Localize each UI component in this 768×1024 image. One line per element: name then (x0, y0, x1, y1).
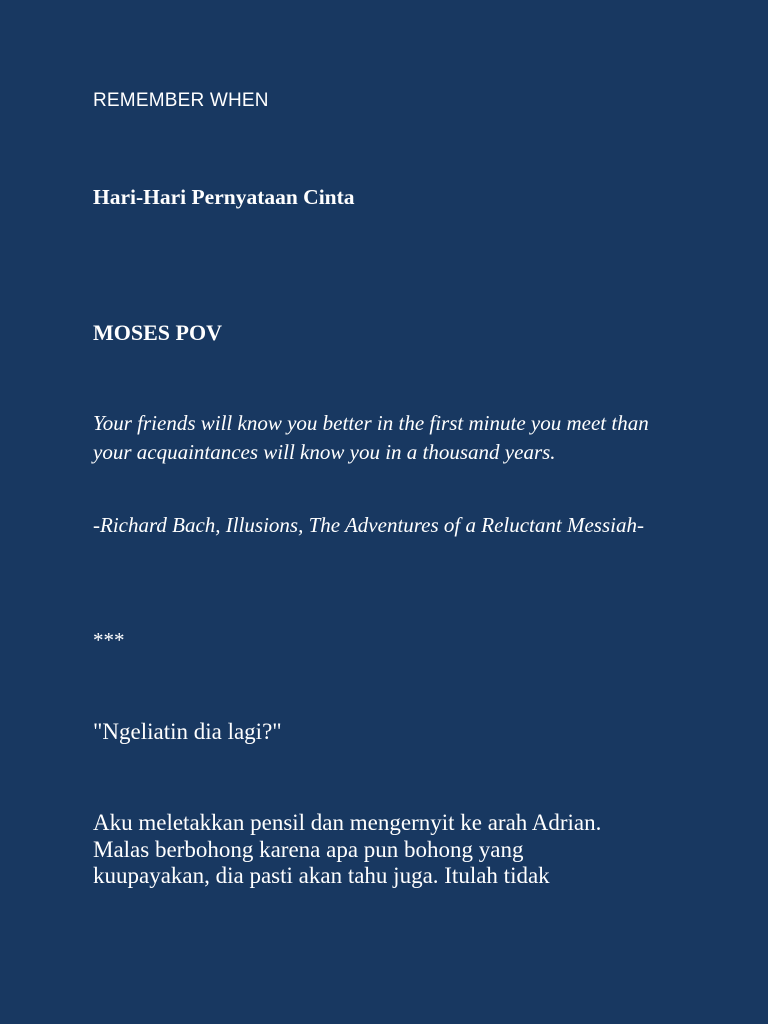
series-title: REMEMBER WHEN (93, 90, 269, 111)
body-paragraph (93, 810, 693, 890)
paragraph-line: Malas berbohong karena apa pun bohong yang (93, 836, 524, 862)
epigraph-attribution: -Richard Bach, Illusions, The Adventures of a Reluctant Messiah- (93, 513, 644, 537)
scene-separator: *** (93, 628, 125, 652)
pov-heading: MOSES POV (93, 320, 222, 345)
epigraph-quote: Your friends will know you better in the first minute you meet than your acquaintances will know you in a thousand years. (93, 411, 649, 464)
paragraph-line: kuupayakan, dia pasti akan tahu juga. Itulah tidak (93, 863, 550, 888)
paragraph-line: Aku meletakkan pensil dan mengernyit ke arah Adrian. (93, 810, 602, 835)
dialogue-line: "Ngeliatin dia lagi?" (93, 719, 282, 744)
chapter-title: Hari-Hari Pernyataan Cinta (93, 185, 355, 209)
